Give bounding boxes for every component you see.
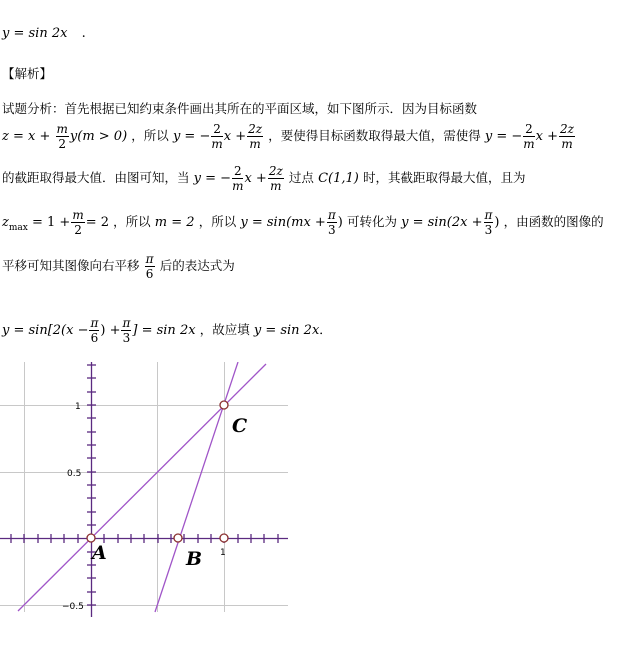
fraction-pi-over-3 [327,208,337,237]
analysis-line-4 [2,208,604,237]
frac-den: m [523,137,535,151]
zmax-eq: = 1 + [31,215,71,230]
fraction-pi-over-3-b [484,208,494,237]
point-c-marker [220,401,228,409]
analysis-line-6 [2,316,332,345]
frac-num: 2 [213,122,221,136]
frac-num: π [327,208,336,222]
x-tick-label-one: 1 [220,548,226,558]
line-eq-start: y = − [172,129,211,144]
frac-den: m [249,137,261,151]
frac-num: m [72,208,84,222]
final-eq-plus: ) + [100,323,121,338]
y-tick-label-half: 0.5 [67,469,82,479]
fraction-2-over-m-c [232,164,243,193]
answer-top [2,26,86,42]
fraction-2-over-m [211,122,222,151]
text-condition: ，要使得目标函数取得最大值，需使得 [268,128,481,143]
fraction-2z-over-m [247,122,263,151]
text-suoyi-3: ，所以 [198,214,237,229]
final-eq-start: y = sin[2(x − [2,323,89,338]
final-eq-end: ] = sin 2x [132,323,196,338]
text-suoyi-2: ，所以 [113,214,151,229]
text-translate: 平移可知其图像向右平移 [2,258,140,273]
y-tick-label-one: 1 [75,402,81,412]
point-a-marker [87,534,95,542]
point-c-coord: C(1,1) [318,171,359,186]
sin-mx-end: ) [337,215,343,230]
line-eq3-start: y = − [193,171,232,186]
fraction-pi-over-6-b [89,316,99,345]
frac-den: m [211,137,223,151]
line-eq3-mid: x + [244,171,267,186]
text-passes: 过点 [288,170,314,185]
zmax-val: = 2 [85,215,109,230]
line-eq-mid: x + [223,129,247,144]
text-max-when: 时，其截距取得最大值，且为 [362,170,526,185]
text-expression: 后的表达式为 [159,258,235,273]
line-eq2-mid: x + [535,129,559,144]
point-c-label: C [232,415,248,437]
fraction-2z-over-m-b [559,122,575,151]
analysis-heading: 【解析】 [2,66,53,81]
m-value: m = 2 [154,215,195,230]
line-y-equals-x [18,364,266,611]
axes [0,362,288,617]
analysis-line-2 [2,122,576,151]
z-symbol: z [2,215,9,230]
frac-den: 3 [484,223,493,237]
frac-den: 6 [90,331,99,345]
answer-period: . [81,26,86,41]
frac-den: m [270,179,282,193]
frac-den: 2 [74,223,82,237]
analysis-line-5 [2,252,235,281]
text-suoyi: ，所以 [131,128,169,143]
frac-num: m [56,122,68,136]
frac-num: π [122,316,131,330]
point-b-marker [174,534,182,542]
objective-z: z = x + [2,129,51,144]
fraction-2-over-m-b [523,122,534,151]
frac-den: 3 [327,223,336,237]
frac-den: m [561,137,573,151]
y-tick-label-neg-half: −0.5 [62,602,84,612]
frac-den: m [232,179,244,193]
sin-2x-start: y = sin(2x + [401,215,483,230]
text-by-graph: ，由函数的图像的 [503,214,604,229]
sin-2x-end: ) [494,215,500,230]
frac-den: 6 [145,267,154,281]
point-x-one-marker [220,534,228,542]
frac-num: 2 [233,164,242,178]
answer-expression-2: y = sin 2x [253,323,320,338]
frac-num: 2 [525,122,533,136]
frac-num: π [484,208,493,222]
fraction-pi-over-3-c [121,316,131,345]
analysis-line-3 [2,164,526,193]
frac-num: π [90,316,99,330]
fraction-m-over-2-b [71,208,84,237]
frac-num: 2z [248,122,263,136]
z-subscript-max: max [8,223,28,233]
text-fill-answer: ，故应填 [199,322,250,337]
sin-mx-start: y = sin(mx + [240,215,326,230]
frac-den: 2 [58,137,67,151]
line-bc [155,362,238,612]
objective-y-cond: y(m > 0) [69,129,128,144]
text-intercept: 的截距取得最大值．由图可知，当 [2,170,190,185]
grid [0,362,288,612]
text-convert: 可转化为 [346,214,397,229]
fraction-pi-over-6 [145,252,155,281]
frac-den: 3 [122,331,131,345]
frac-num: 2z [268,164,283,178]
point-b-label: B [186,548,203,570]
analysis-line-1: 试题分析：首先根据已知约束条件画出其所在的平面区域，如下图所示．因为目标函数 [2,101,478,116]
frac-num: 2z [560,122,574,136]
point-a-label: A [92,542,107,564]
fraction-m-over-2 [56,122,69,151]
frac-num: π [145,252,154,266]
answer-expression: y = sin 2x [2,26,68,41]
final-period: ． [319,322,332,337]
line-eq2-start: y = − [484,129,523,144]
x-axis-ticks [11,534,278,543]
fraction-2z-over-m-c [268,164,284,193]
feasible-region-graph [0,362,300,622]
